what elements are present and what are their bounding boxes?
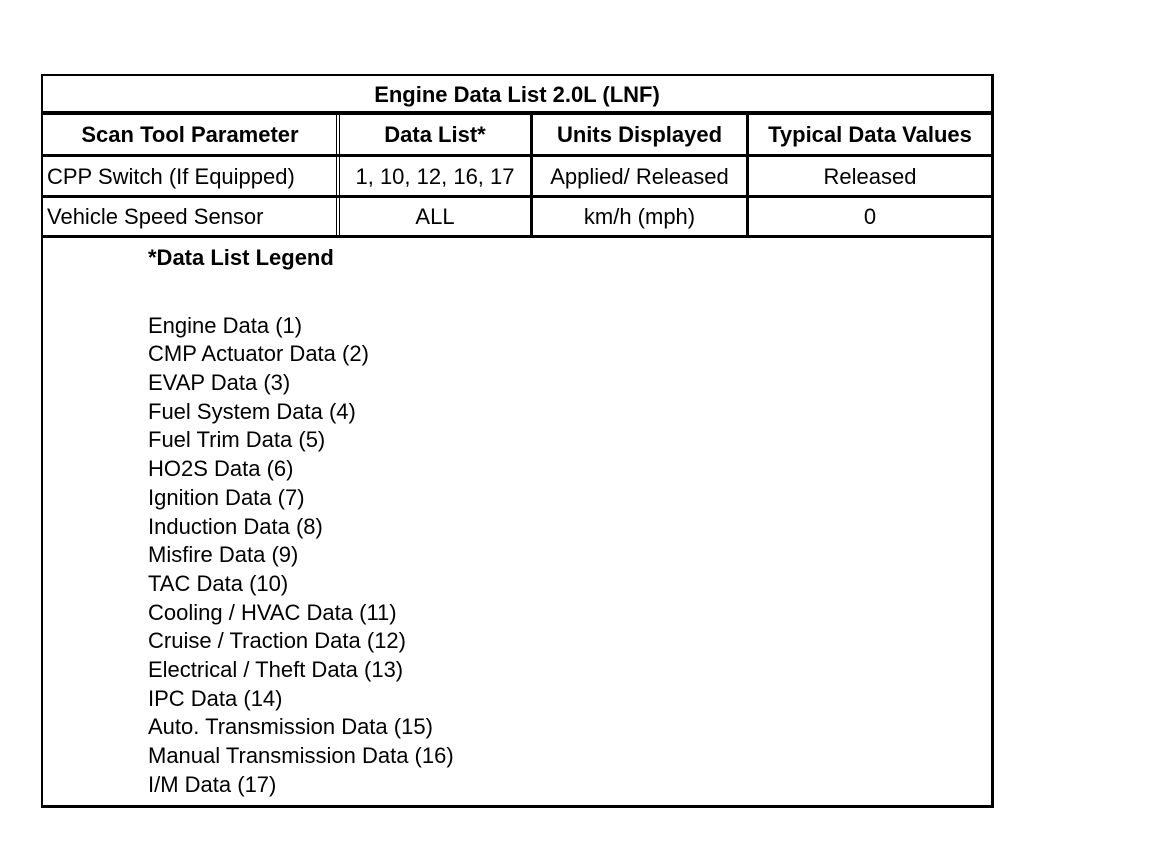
legend-item: IPC Data (14) — [148, 685, 283, 711]
column-divider — [530, 115, 533, 237]
row-1-typical-value: Released — [823, 164, 917, 189]
header-scan-tool-parameter: Scan Tool Parameter — [81, 122, 299, 147]
legend-item: Auto. Transmission Data (15) — [148, 714, 433, 740]
legend-title: *Data List Legend — [148, 245, 334, 270]
legend-item: Cruise / Traction Data (12) — [148, 628, 406, 654]
legend-item: I/M Data (17) — [148, 771, 277, 797]
header-typical-data-values: Typical Data Values — [768, 122, 972, 147]
row-2-units: km/h (mph) — [583, 204, 696, 229]
row-2-data-list: ALL — [415, 204, 455, 229]
column-divider — [336, 115, 340, 237]
row-1-data-list: 1, 10, 12, 16, 17 — [355, 164, 515, 189]
legend-item: Fuel Trim Data (5) — [148, 427, 326, 453]
row-2-typical-value: 0 — [863, 204, 877, 229]
legend-item: Fuel System Data (4) — [148, 398, 356, 424]
legend-item: Ignition Data (7) — [148, 484, 305, 510]
legend-item: Cooling / HVAC Data (11) — [148, 599, 397, 625]
header-units-displayed: Units Displayed — [556, 122, 723, 147]
legend-divider — [43, 235, 991, 238]
engine-data-table — [41, 74, 994, 808]
row-1-units: Applied/ Released — [550, 164, 729, 189]
legend-item: CMP Actuator Data (2) — [148, 341, 369, 367]
legend-item: Induction Data (8) — [148, 513, 323, 539]
data-list-legend — [148, 244, 454, 799]
header-data-list: Data List* — [384, 122, 486, 147]
legend-item: Manual Transmission Data (16) — [148, 743, 454, 768]
column-divider — [746, 115, 749, 237]
row-2-parameter: Vehicle Speed Sensor — [47, 204, 264, 229]
legend-item: EVAP Data (3) — [148, 370, 291, 396]
legend-item: Engine Data (1) — [148, 312, 303, 338]
legend-item: HO2S Data (6) — [148, 456, 294, 482]
table-title: Engine Data List 2.0L (LNF) — [43, 76, 991, 115]
legend-item: TAC Data (10) — [148, 570, 289, 596]
row-1-parameter: CPP Switch (If Equipped) — [47, 164, 295, 189]
legend-item: Misfire Data (9) — [148, 542, 299, 568]
legend-item: Electrical / Theft Data (13) — [148, 656, 404, 682]
